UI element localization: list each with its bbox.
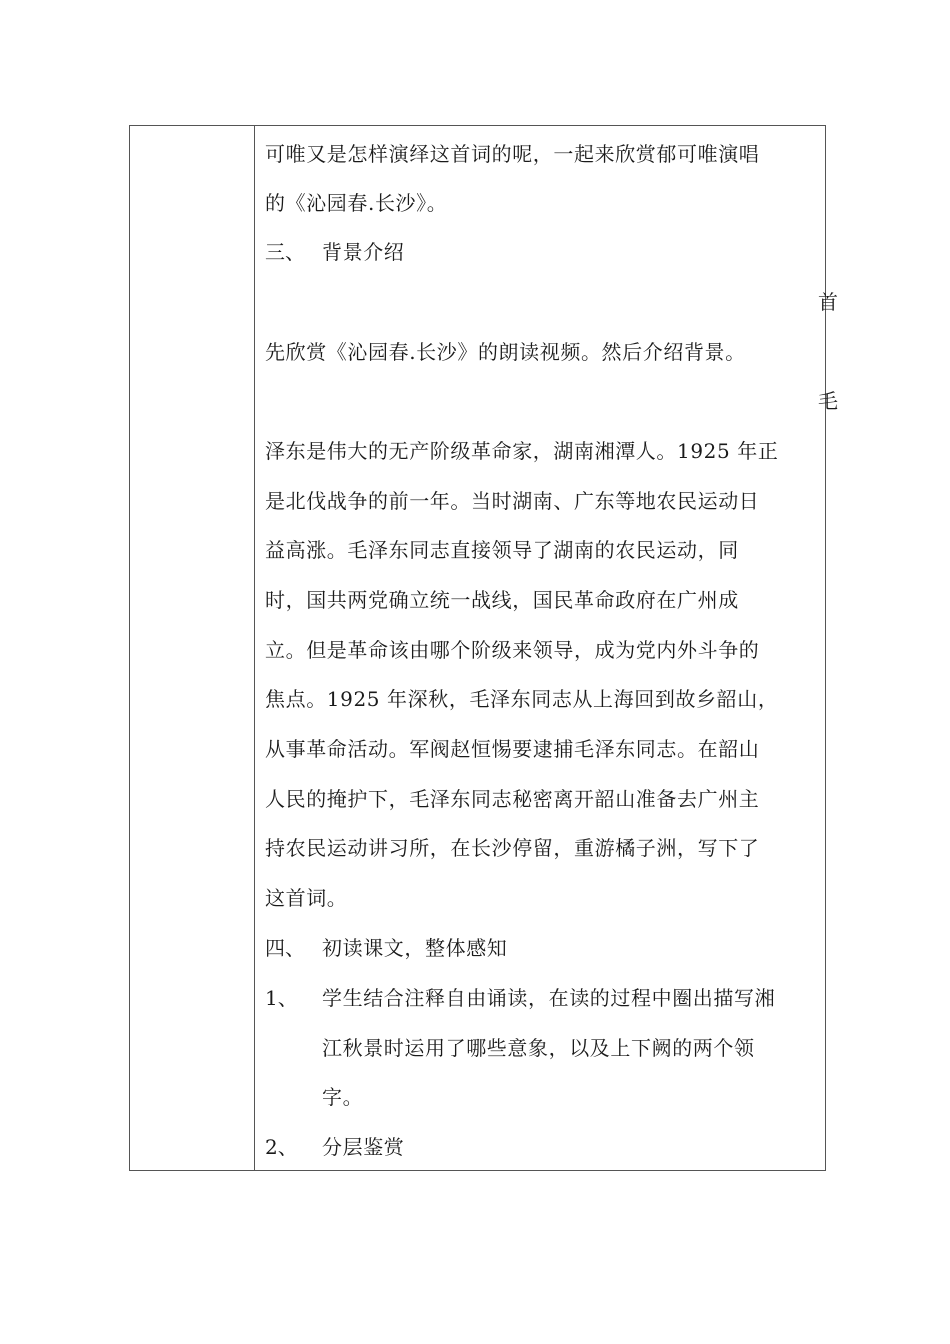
table-column-divider <box>254 125 255 1171</box>
section3-p2-line-3: 益高涨。毛泽东同志直接领导了湖南的农民运动，同 <box>265 538 739 562</box>
section3-p2-first-char: 毛 <box>818 389 839 413</box>
section3-p2-line-1: 泽东是伟大的无产阶级革命家，湖南湘潭人。1925 年正 <box>265 439 779 463</box>
item1-number: 1、 <box>265 986 298 1010</box>
item1-line-1: 学生结合注释自由诵读，在读的过程中圈出描写湘 <box>322 986 776 1010</box>
section3-p2-line-8: 人民的掩护下，毛泽东同志秘密离开韶山准备去广州主 <box>265 787 760 811</box>
section3-p2-line-10: 这首词。 <box>265 886 348 910</box>
item1-line-2: 江秋景时运用了哪些意象，以及上下阙的两个领 <box>322 1036 755 1060</box>
intro-line-2: 的《沁园春.长沙》。 <box>265 191 448 215</box>
item2-line-1: 分层鉴赏 <box>322 1135 405 1159</box>
item2-number: 2、 <box>265 1135 298 1159</box>
section3-p2-line-4: 时，国共两党确立统一战线，国民革命政府在广州成 <box>265 588 739 612</box>
section3-p1-text: 先欣赏《沁园春.长沙》的朗读视频。然后介绍背景。 <box>265 340 746 364</box>
section3-p2-line-5: 立。但是革命该由哪个阶级来领导，成为党内外斗争的 <box>265 638 760 662</box>
section4-number: 四、 <box>265 936 305 960</box>
section3-p1-first-char: 首 <box>818 290 839 314</box>
intro-line-1: 可唯又是怎样演绎这首词的呢，一起来欣赏郁可唯演唱 <box>265 142 760 166</box>
section4-title: 初读课文，整体感知 <box>322 936 508 960</box>
section3-p2-line-2: 是北伐战争的前一年。当时湖南、广东等地农民运动日 <box>265 489 760 513</box>
section3-number: 三、 <box>265 240 305 264</box>
section3-p2-line-6: 焦点。1925 年深秋，毛泽东同志从上海回到故乡韶山， <box>265 687 779 711</box>
section3-p2-line-7: 从事革命活动。军阀赵恒惕要逮捕毛泽东同志。在韶山 <box>265 737 760 761</box>
item1-line-3: 字。 <box>322 1085 364 1109</box>
section3-p2-line-9: 持农民运动讲习所，在长沙停留，重游橘子洲，写下了 <box>265 836 760 860</box>
section3-title: 背景介绍 <box>322 240 405 264</box>
